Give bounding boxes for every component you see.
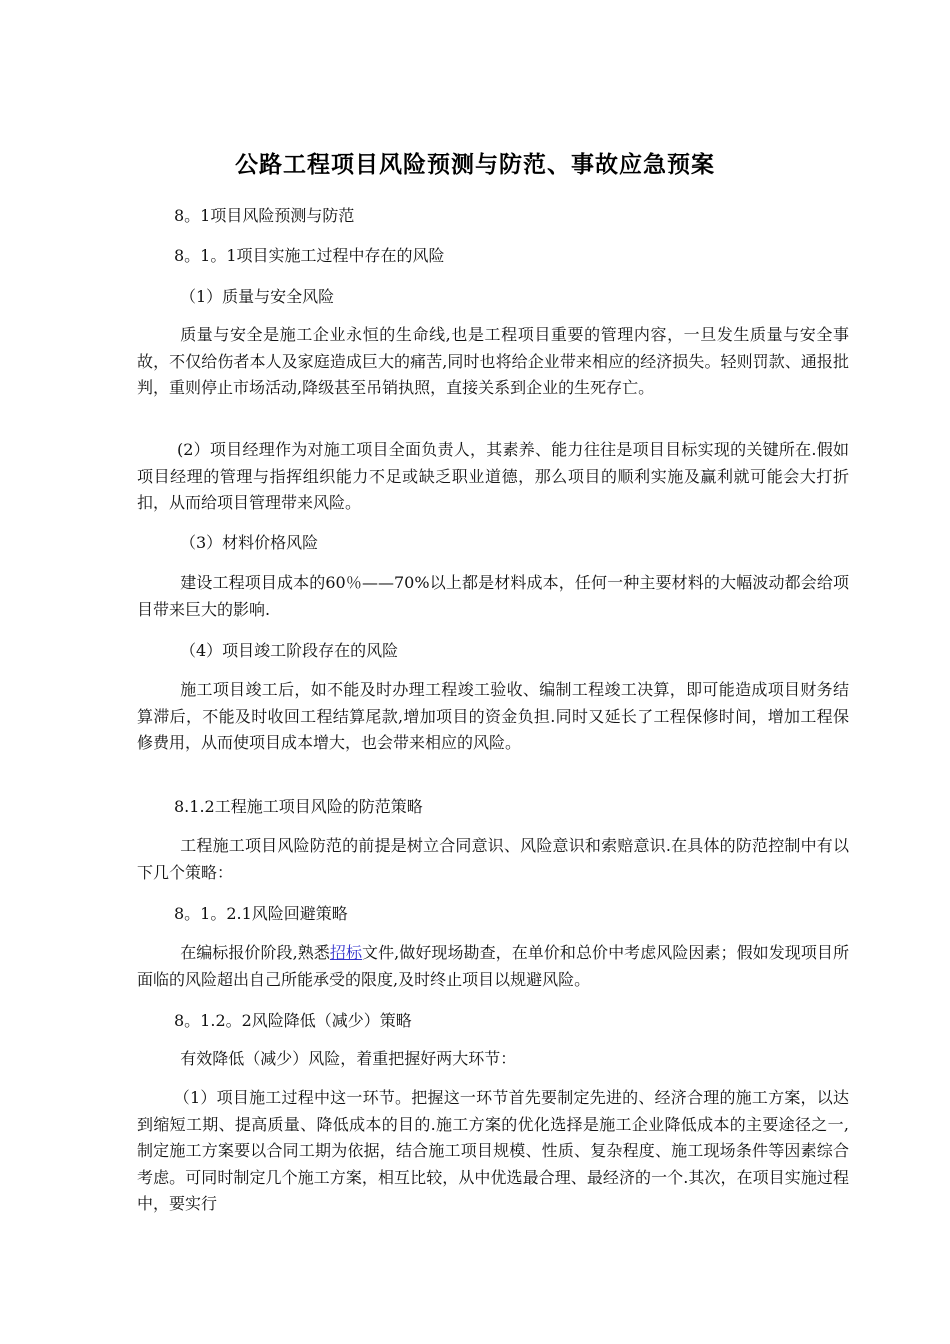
paragraph-project-manager: (2）项目经理作为对施工项目全面负责人，其素养、能力往往是项目目标实现的关键所在.假如项目经理的管理与指挥组织能力不足或缺乏职业道德，那么项目的顺利实施及赢利就可能会大打折扣，从而给项目管理带来风险。: [137, 440, 849, 512]
subheading-completion-stage: （4）项目竣工阶段存在的风险: [180, 641, 399, 660]
paragraph-risk-avoidance: [137, 940, 849, 993]
paragraph-quality-safety: 质量与安全是施工企业永恒的生命线,也是工程项目重要的管理内容，一旦发生质量与安全事故，不仅给伤者本人及家庭造成巨大的痛苦,同时也将给企业带来相应的经济损失。轻则罚款、通报批判，重则停止市场活动,降级甚至吊销执照，直接关系到企业的生死存亡。: [137, 325, 849, 397]
section-heading-8-1-2-1: 8。1。2.1风险回避策略: [174, 904, 348, 923]
section-heading-8-1-2: 8.1.2工程施工项目风险的防范策略: [174, 797, 423, 816]
paragraph-material-price: 建设工程项目成本的60％——70%以上都是材料成本，任何一种主要材料的大幅波动都会给项目带来巨大的影响.: [137, 573, 849, 619]
section-heading-8-1-1: 8。1。1项目实施工过程中存在的风险: [174, 246, 445, 265]
paragraph-prevention-strategy: 工程施工项目风险防范的前提是树立合同意识、风险意识和索赔意识.在具体的防范控制中有以下几个策略：: [137, 836, 849, 882]
tender-document-link[interactable]: 招标: [329, 943, 363, 962]
document-title: 公路工程项目风险预测与防范、事故应急预案: [235, 151, 715, 178]
paragraph-risk-reduction-intro: 有效降低（减少）风险，着重把握好两大环节：: [180, 1049, 517, 1068]
section-heading-8-1: 8。1项目风险预测与防范: [174, 206, 355, 225]
paragraph-construction-process: （1）项目施工过程中这一环节。把握这一环节首先要制定先进的、经济合理的施工方案，以达到缩短工期、提高质量、降低成本的目的.施工方案的优化选择是施工企业降低成本的主要途径之一,制定施工方案要以合同工期为依据，结合施工项目规模、性质、复杂程度、施工现场条件等因素综合考虑。可同时制定几个施工方案，相互比较，从中优选最合理、最经济的一个.其次，在项目实施过程中，要实行: [137, 1088, 849, 1213]
section-heading-8-1-2-2: 8。1.2。2风险降低（减少）策略: [174, 1011, 412, 1030]
paragraph-risk-avoidance-text-before: 在编标报价阶段,熟悉: [180, 943, 330, 962]
subheading-quality-safety: （1）质量与安全风险: [180, 287, 335, 306]
paragraph-completion-stage: 施工项目竣工后，如不能及时办理工程竣工验收、编制工程竣工决算，即可能造成项目财务结算滞后，不能及时收回工程结算尾款,增加项目的资金负担.同时又延长了工程保修时间，增加工程保修费用，从而使项目成本增大，也会带来相应的风险。: [137, 680, 849, 752]
paragraph-risk-avoidance-text-after: 文件,做好现场勘查，在单价和总价中考虑风险因素；假如发现项目所面临的风险超出自己所能承受的限度,及时终止项目以规避风险。: [137, 943, 849, 989]
subheading-material-price: （3）材料价格风险: [180, 533, 319, 552]
